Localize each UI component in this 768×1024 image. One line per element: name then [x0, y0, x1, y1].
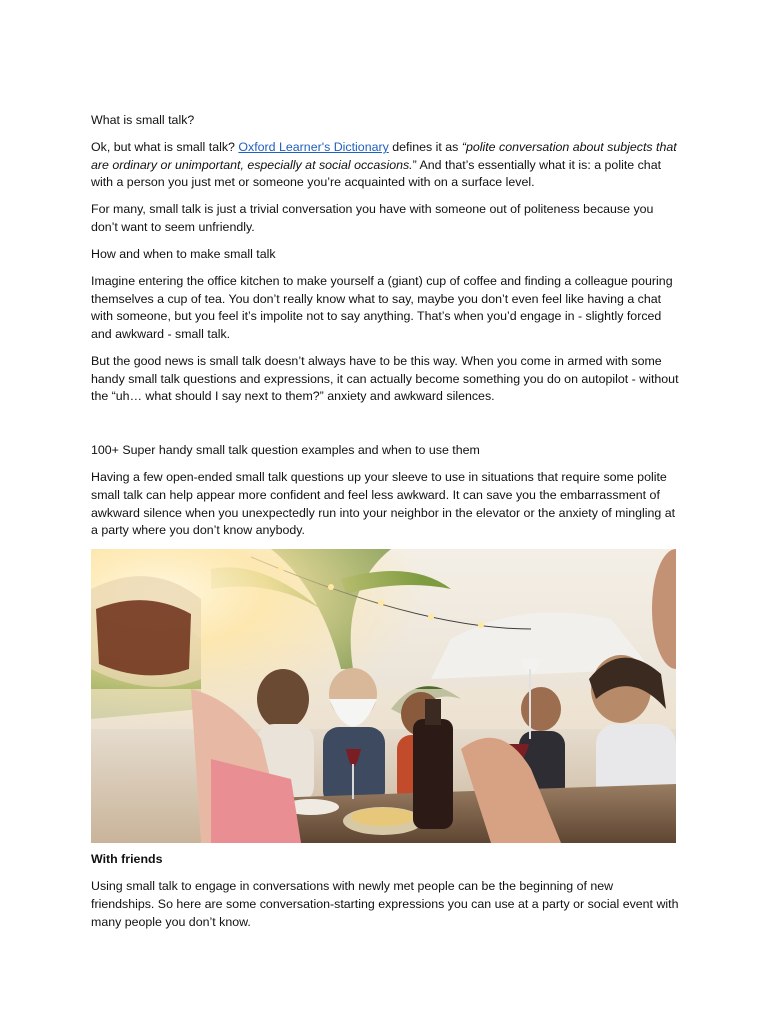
definition-rest: ” And that’s essentially what it is: a polite chat with a person you just met or someone you’re acquainted with on a surface level. [91, 157, 662, 190]
paragraph-office-kitchen: Imagine entering the office kitchen to make yourself a (giant) cup of coffee and finding a colleague pouring themselves a cup of tea. You don’t really know what to say, maybe you don’t even feel like having a chat with someone, but you feel it’s impolite not to say anything. That’s when you’d engage in - slightly forced and awkward - small talk. [91, 274, 673, 341]
paragraph-good-news: But the good news is small talk doesn’t always have to be this way. When you come in armed with some handy small talk questions and expressions, it can actually become something you do on autopilot - without the “uh… what should I say next to them?” anxiety and awkward silences. [91, 354, 679, 404]
spacer [91, 415, 679, 442]
friends-party-photo [91, 549, 676, 843]
document-body [91, 112, 679, 941]
oxford-dictionary-link[interactable]: Oxford Learner's Dictionary [238, 140, 389, 155]
definition-intro: Ok, but what is small talk? [91, 140, 239, 155]
heading-100-questions: 100+ Super handy small talk question examples and when to use them [91, 443, 480, 458]
paragraph-definition [91, 139, 679, 192]
paragraph-politeness: For many, small talk is just a trivial conversation you have with someone out of politeness because you don’t want to seem unfriendly. [91, 202, 654, 234]
heading-how-and-when: How and when to make small talk [91, 247, 276, 262]
paragraph-new-friendships: Using small talk to engage in conversations with newly met people can be the beginning of new friendships. So here are some conversation-starting expressions you can use at a party or social event with many people you don’t know. [91, 879, 679, 929]
heading-with-friends: With friends [91, 852, 163, 867]
paragraph-open-ended-questions: Having a few open-ended small talk questions up your sleeve to use in situations that require some polite small talk can help appear more confident and feel less awkward. It can save you the embarrassment of awkward silence when you unexpectedly run into your neighbor in the elevator or the anxiety of mingling at a party where you don’t know anybody. [91, 470, 676, 538]
heading-what-is-small-talk: What is small talk? [91, 113, 195, 127]
definition-defines: defines it as [388, 140, 462, 155]
definition-quote: “polite conversation about subjects that are ordinary or unimportant, especially at social occasions. [91, 140, 677, 172]
